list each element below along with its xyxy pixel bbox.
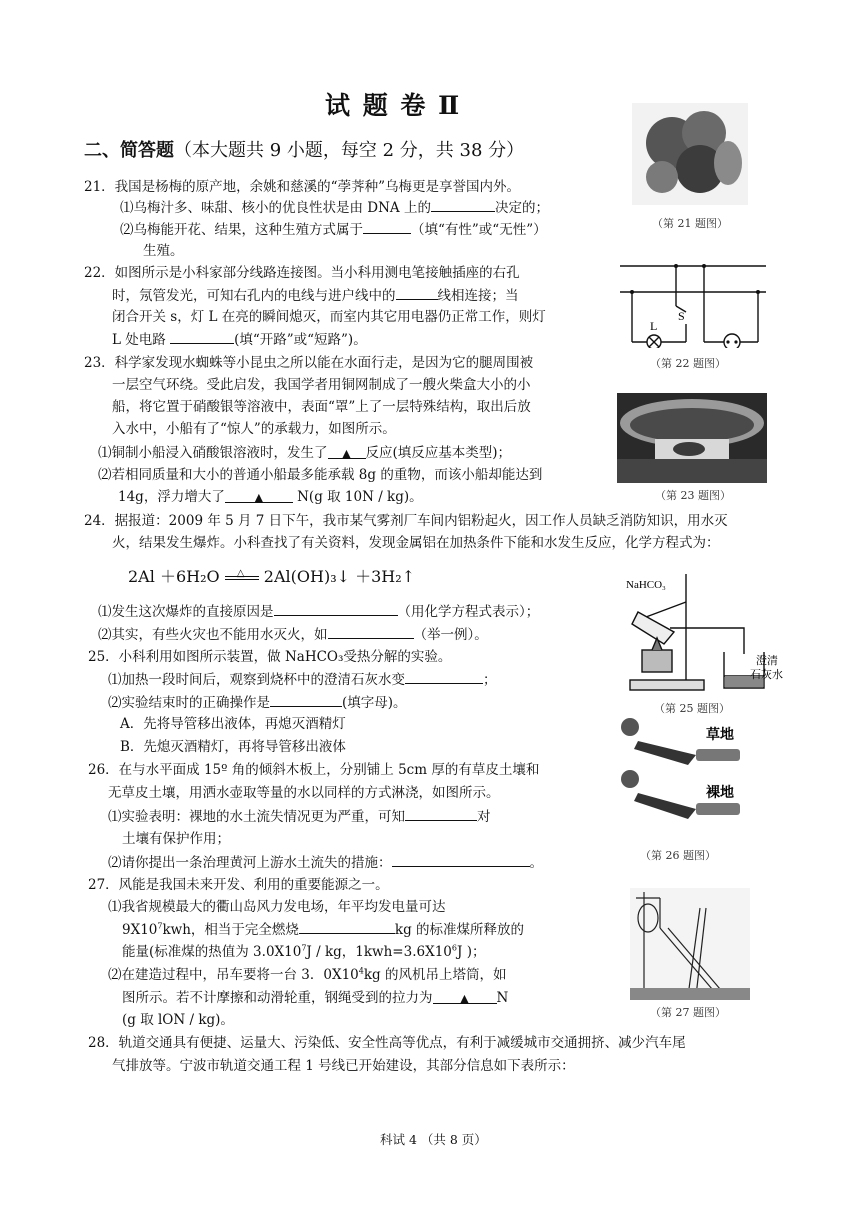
figure-23-photo [617, 393, 767, 483]
lamp-label: L [650, 319, 658, 333]
q25-part2-tail: (填字母)。 [342, 695, 407, 711]
q27-exponent: 6 [451, 943, 457, 953]
q23-part2-tail: N(g 取 10N / kg)。 [292, 489, 423, 505]
answer-blank[interactable] [270, 692, 342, 707]
section-title: 二、简答题 [84, 140, 174, 161]
q26-part1-cont: 土壤有保护作用； [122, 831, 230, 847]
figure-27-caption: （第 27 题图） [650, 1006, 726, 1019]
q24-line1: 24．据报道：2009 年 5 月 7 日下午，我市某气雾剂厂车间内铝粉起火，因工作人员缺乏消防知识，用水灭 [84, 513, 728, 529]
q22-line4-tail: (填“开路”或“短路”)。 [234, 332, 367, 348]
equation-arrow [225, 567, 259, 580]
q21-part1-text: ⑴乌梅汁多、味甜、核小的优良性状是由 DNA 上的 [120, 200, 431, 216]
q22-line2 [112, 285, 519, 306]
figure-21-photo [632, 103, 748, 205]
q27-part2 [108, 965, 506, 985]
answer-blank[interactable] [363, 219, 411, 234]
page-title: 试 题 卷 Ⅱ [325, 91, 462, 120]
answer-blank[interactable] [328, 444, 366, 459]
q28-line1: 28．轨道交通具有便捷、运量大、污染低、安全性高等优点，有利于减缓城市交通拥挤、减少汽车尾 [88, 1035, 686, 1051]
q21-part2-cont: 生殖。 [143, 243, 184, 259]
q23-part1-tail: 反应(填反应基本类型)； [365, 445, 512, 461]
q24-line2: 火，结果发生爆炸。小科查找了有关资料，发现金属铝在加热条件下能和水发生反应，化学方程式为： [112, 535, 720, 551]
switch-label: S [678, 309, 685, 323]
triangle-marker: ▲ [460, 992, 469, 1005]
q25-option-a: A．先将导管移出液体，再熄灭酒精灯 [120, 716, 346, 732]
figure-26-experiment [618, 713, 758, 841]
q26-part2-text: ⑵请你提出一条治理黄河上游水土流失的措施： [108, 855, 392, 871]
bare-label: 裸地 [706, 785, 734, 801]
q27-part1-line3 [122, 942, 485, 962]
q27-value-text: 9X10 [122, 922, 158, 938]
answer-blank[interactable] [405, 806, 477, 821]
q27-unit: N [496, 990, 509, 1006]
q23-line1: 23．科学家发现水蜘蛛等小昆虫之所以能在水面行走，是因为它的腿周围被 [84, 355, 534, 371]
equation-reactants: 2Al ＋6H₂O [128, 567, 220, 586]
q21-part2-text: ⑵乌梅能开花、结果，这种生殖方式属于 [120, 222, 363, 238]
q27-part1-tail: kg 的标准煤所释放的 [394, 922, 525, 938]
q22-line2-text: 时，氖管发光，可知右孔内的电线与进户线中的 [112, 288, 396, 304]
limewater-label-2: 石灰水 [750, 669, 783, 681]
answer-blank[interactable] [392, 852, 530, 867]
q22-line3: 闭合开关 s，灯 L 在亮的瞬间熄灭，而室内其它用电器仍正常工作，则灯 [112, 309, 546, 325]
q26-part2-tail: 。 [529, 855, 543, 871]
q21-stem: 21．我国是杨梅的原产地，余姚和慈溪的“荸荠种”乌梅更是享誉国内外。 [84, 179, 520, 195]
figure-22-caption: （第 22 题图） [650, 357, 726, 370]
q23-part2: ⑵若相同质量和大小的普通小船最多能承载 8g 的重物，而该小船却能达到 [98, 467, 543, 483]
q22-line2-tail: 线相连接；当 [437, 288, 519, 304]
q21-part1-tail: 决定的； [494, 200, 549, 216]
q23-part2-text: 14g，浮力增大了 [118, 489, 225, 505]
q25-part1-text: ⑴加热一段时间后，观察到烧杯中的澄清石灰水变 [108, 672, 405, 688]
q26-part1-text: ⑴实验表明：裸地的水土流失情况更为严重，可知 [108, 809, 405, 825]
q23-part2-cont [118, 487, 423, 507]
q27-part2-line2 [122, 988, 508, 1008]
q27-heat-tail: J )； [456, 944, 486, 960]
limewater-label-1: 澄清 [756, 655, 778, 667]
answer-blank[interactable] [299, 919, 395, 934]
q23-line2: 一层空气环绕。受此启发，我国学者用铜网制成了一艘火柴盒大小的小 [112, 377, 531, 393]
figure-22-circuit [618, 258, 768, 348]
q27-exponent: 7 [157, 921, 163, 931]
q24-part2-tail: （举一例）。 [413, 627, 488, 643]
q26-part1-tail: 对 [477, 809, 491, 825]
q23-line4: 入水中，小船有了“惊人”的承载力，如图所示。 [112, 421, 396, 437]
answer-blank[interactable] [405, 669, 483, 684]
q21-part2 [120, 219, 547, 240]
q24-part2-text: ⑵其实，有些火灾也不能用水灭火，如 [98, 627, 328, 643]
figure-25-apparatus [624, 572, 794, 696]
q25-option-b: B．先熄灭酒精灯，再将导管移出液体 [120, 739, 346, 755]
figure-26-caption: （第 26 题图） [640, 849, 716, 862]
q22-line1: 22．如图所示是小科家部分线路连接图。当小科用测电笔接触插座的右孔 [84, 265, 520, 281]
figure-25-caption: （第 25 题图） [654, 702, 730, 715]
q25-part2 [108, 692, 407, 713]
figure-23-caption: （第 23 题图） [655, 489, 731, 502]
q27-heat-text: 能量(标准煤的热值为 3.0X10 [122, 944, 302, 960]
q27-exponent: 4 [358, 966, 364, 976]
q25-stem: 25．小科利用如图所示装置，做 NaHCO₃受热分解的实验。 [88, 649, 452, 665]
section-heading [84, 139, 524, 163]
answer-blank[interactable] [433, 989, 497, 1004]
q23-part1-text: ⑴铜制小船浸入硝酸银溶液时，发生了 [98, 445, 328, 461]
heat-condition: △ [236, 567, 245, 579]
q24-equation [128, 565, 415, 589]
q25-part1-tail: ； [483, 672, 497, 688]
q27-part2-line2-text: 图所示。若不计摩擦和动滑轮重，钢绳受到的拉力为 [122, 990, 433, 1006]
q21-part1 [120, 197, 549, 218]
q24-part1-text: ⑴发生这次爆炸的直接原因是 [98, 604, 274, 620]
q26-part2 [108, 852, 543, 873]
q27-exponent: 7 [301, 943, 307, 953]
section-note: （本大题共 9 小题，每空 2 分，共 38 分） [174, 140, 525, 161]
answer-blank[interactable] [225, 488, 293, 503]
q27-part1: ⑴我省规模最大的衢山岛风力发电场，年平均发电量可达 [108, 899, 446, 915]
q23-line3: 船，将它置于硝酸银等溶液中，表面“罩”上了一层特殊结构，取出后放 [112, 399, 531, 415]
page-footer: 科试 4 （共 8 页） [380, 1132, 487, 1147]
q27-stem: 27．风能是我国未来开发、利用的重要能源之一。 [88, 877, 389, 893]
triangle-marker: ▲ [342, 447, 351, 460]
q23-part1 [98, 443, 511, 463]
equation-products: 2Al(OH)₃↓ ＋3H₂↑ [263, 567, 416, 586]
q21-part2-tail: （填“有性”或“无性”） [411, 222, 547, 238]
answer-blank[interactable] [328, 624, 414, 639]
answer-blank[interactable] [274, 601, 398, 616]
q24-part1-tail: （用化学方程式表示）； [397, 604, 540, 620]
triangle-marker: ▲ [254, 491, 264, 504]
figure-21-caption: （第 21 题图） [652, 217, 728, 230]
q25-part1 [108, 669, 497, 690]
q28-line2: 气排放等。宁波市轨道交通工程 1 号线已开始建设，其部分信息如下表所示： [112, 1058, 575, 1074]
answer-blank[interactable] [170, 329, 234, 344]
q27-part1-text: kwh，相当于完全燃烧 [162, 922, 299, 938]
q26-line1: 26．在与水平面成 15º 角的倾斜木板上，分别铺上 5cm 厚的有草皮土壤和 [88, 762, 540, 778]
answer-blank[interactable] [431, 197, 495, 212]
q27-part2-line3: (g 取 lON / kg)。 [122, 1012, 234, 1028]
figure-27-crane [630, 888, 750, 1000]
reagent-label: NaHCO₃ [626, 579, 666, 591]
q27-heat-mid: J / kg，1kwh=3.6X10 [306, 944, 452, 960]
q22-line4 [112, 329, 367, 350]
q27-part2-text: ⑵在建造过程中，吊车要将一台 3．0X10 [108, 967, 359, 983]
q26-part1 [108, 806, 491, 827]
q26-line2: 无草皮土壤，用洒水壶取等量的水以同样的方式淋浇，如图所示。 [108, 785, 500, 801]
q24-part2 [98, 624, 488, 645]
grass-label: 草地 [706, 727, 734, 743]
q27-part2-tail: kg 的风机吊上塔筒，如 [363, 967, 507, 983]
q24-part1 [98, 601, 539, 622]
answer-blank[interactable] [396, 285, 438, 300]
q25-part2-text: ⑵实验结束时的正确操作是 [108, 695, 270, 711]
q22-line4-text: L 处电路 [112, 332, 166, 348]
q27-part1-line2 [122, 919, 524, 940]
